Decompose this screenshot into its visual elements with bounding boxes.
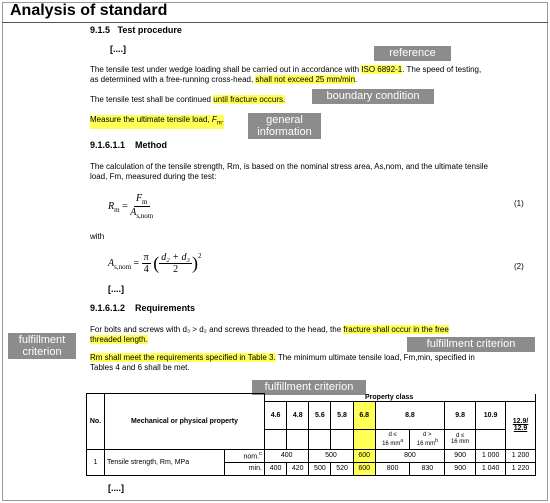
table-row bbox=[87, 449, 536, 462]
paragraph-line bbox=[90, 335, 148, 345]
col-property: Mechanical or physical property bbox=[105, 394, 265, 450]
annotation-fulfillment-criterion-table: fulfillment criterion bbox=[252, 380, 366, 395]
paragraph-line: Rm shall meet the requirements specified in Table 3. The minimum ultimate tensile load, Fm,min, specified in bbox=[90, 353, 475, 362]
highlight-measure: Measure the ultimate tensile load, $F_m$. bbox=[90, 115, 224, 127]
min-label: min. bbox=[225, 462, 265, 475]
row-label: Tensile strength, Rm, MPa bbox=[105, 449, 225, 475]
equation-2: $A_{s,nom}$ = $\frac{\pi}{4}$ ( $\frac{\text{d₂ + d₃}}{2}$ )$^2$ bbox=[108, 252, 202, 275]
title-divider bbox=[2, 22, 548, 23]
value-cell: 1 220 bbox=[506, 462, 536, 475]
section-915-heading bbox=[90, 25, 182, 35]
section-91612-heading: 9.1.6.1.2 Requirements bbox=[90, 303, 196, 313]
annotation-general-information: general information bbox=[248, 113, 321, 139]
value-cell: 400 bbox=[265, 449, 309, 462]
value-cell: 600 bbox=[353, 462, 375, 475]
value-cell: 420 bbox=[287, 462, 309, 475]
class-cell: 9.8 bbox=[445, 401, 476, 429]
annotation-boundary-condition: boundary condition bbox=[312, 89, 434, 104]
class-cell: 6.8 bbox=[353, 401, 375, 429]
paragraph-line: The calculation of the tensile strength, Rm, is based on the nominal stress area, As,nom, and the ultimate tensile bbox=[90, 162, 488, 171]
paragraph-line: Tables 4 and 6 shall be met. bbox=[90, 363, 190, 372]
value-cell: 520 bbox=[331, 462, 353, 475]
property-table bbox=[86, 393, 536, 476]
table-header-row bbox=[87, 394, 536, 402]
annotation-fulfillment-criterion-left: fulfillment criterion bbox=[8, 333, 76, 359]
annotation-fulfillment-criterion: fulfillment criterion bbox=[407, 337, 535, 352]
value-cell: 830 bbox=[410, 462, 445, 475]
highlight-fracture: until fracture occurs. bbox=[213, 95, 286, 104]
row-number: 1 bbox=[87, 449, 105, 475]
value-cell: 900 bbox=[445, 462, 476, 475]
value-cell: 500 bbox=[309, 462, 331, 475]
section-title: Test procedure bbox=[117, 25, 182, 35]
col-no: No. bbox=[87, 394, 105, 450]
ellipsis: [....] bbox=[108, 284, 124, 294]
value-cell: 400 bbox=[265, 462, 287, 475]
class-cell: 5.6 bbox=[309, 401, 331, 429]
paragraph-line: The tensile test under wedge loading shall be carried out in accordance with ISO 6892-1. The speed of testing, bbox=[90, 65, 482, 74]
class-cell: 5.8 bbox=[331, 401, 353, 429]
paragraph-line: as determined with a free-running cross-head, shall not exceed 25 mm/min. bbox=[90, 75, 358, 84]
value-cell: 900 bbox=[445, 449, 476, 462]
value-cell: 800 bbox=[375, 449, 444, 462]
subclass-cell: d ≤ 16 mm bbox=[445, 429, 476, 449]
subclass-cell: d ≤ 16 $mm^a$ bbox=[375, 429, 410, 449]
highlight-reference: ISO 6892-1 bbox=[361, 65, 403, 74]
subclass-cell: d > 16 $mm^b$ bbox=[410, 429, 445, 449]
paragraph-line: load, Fm, measured during the test: bbox=[90, 172, 217, 181]
paragraph-line: For bolts and screws with d₃ > d₂ and screws threaded to the head, the fracture shall occur in the free bbox=[90, 325, 449, 334]
highlight-threaded-length: threaded length. bbox=[90, 335, 148, 344]
class-cell: 8.8 bbox=[375, 401, 444, 429]
highlight-speed: shall not exceed 25 mm/min bbox=[255, 75, 356, 84]
class-cell: 4.6 bbox=[265, 401, 287, 429]
ellipsis: [....] bbox=[108, 483, 124, 493]
equation-1: $R_m$ = $\frac{F_m}{A_{s,nom}}$ bbox=[108, 193, 154, 220]
value-cell: 500 bbox=[309, 449, 353, 462]
page-title: Analysis of standard bbox=[10, 2, 168, 19]
value-cell: 600 bbox=[353, 449, 375, 462]
value-cell: 1 200 bbox=[506, 449, 536, 462]
section-91611-heading: 9.1.6.1.1 Method bbox=[90, 140, 168, 150]
equation-number: (1) bbox=[514, 199, 524, 208]
value-cell: 800 bbox=[375, 462, 410, 475]
section-number: 9.1.5 bbox=[90, 25, 111, 35]
nom-label: nom.$^c$ bbox=[225, 449, 265, 462]
value-cell: 1 000 bbox=[476, 449, 506, 462]
equation-number: (2) bbox=[514, 262, 524, 271]
paragraph-line: The tensile test shall be continued until fracture occurs. bbox=[90, 95, 286, 104]
class-cell: 4.8 bbox=[287, 401, 309, 429]
highlight-requirements: Rm shall meet the requirements specified in Table 3. bbox=[90, 353, 276, 362]
class-cell: 10.9 bbox=[476, 401, 506, 429]
annotation-reference: reference bbox=[374, 46, 451, 61]
value-cell: 1 040 bbox=[476, 462, 506, 475]
highlight-fracture-location: fracture shall occur in the free bbox=[343, 325, 449, 334]
ellipsis: [....] bbox=[110, 44, 126, 54]
property-class-header: Property class bbox=[265, 394, 536, 402]
class-cell: 12.9/ 12.9 bbox=[506, 401, 536, 449]
with-label: with bbox=[90, 232, 105, 241]
